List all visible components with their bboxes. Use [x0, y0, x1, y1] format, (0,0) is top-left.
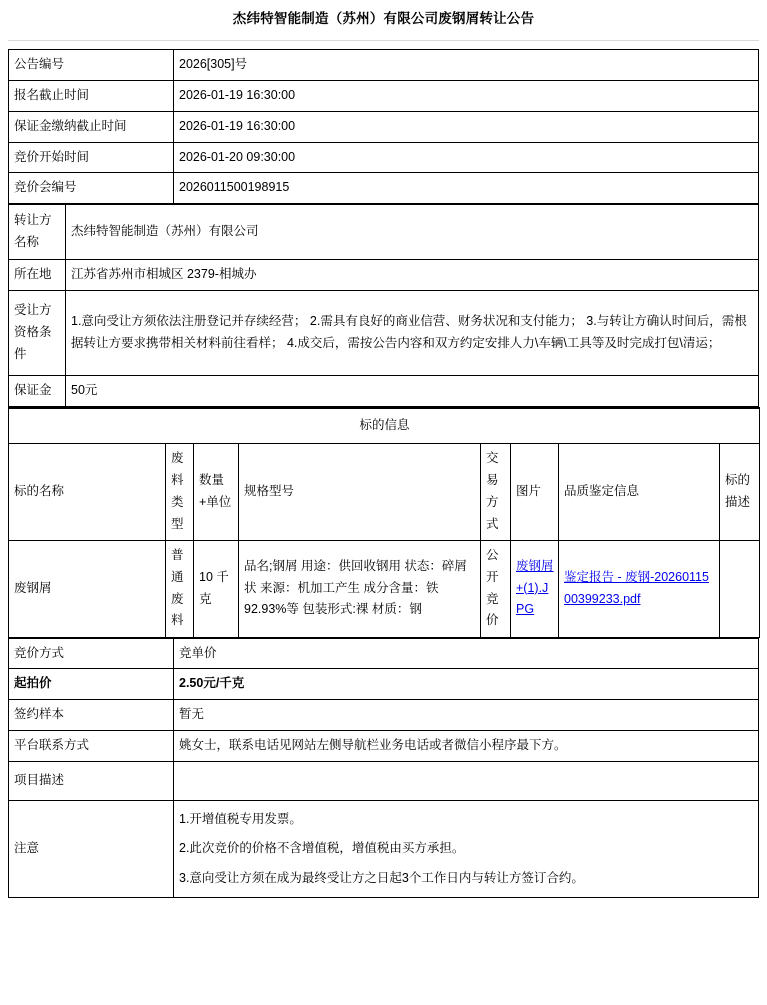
cell-trade-method: 公开竞价	[481, 540, 511, 637]
basic-info-table	[8, 49, 759, 204]
table-row	[9, 700, 759, 731]
bidding-value-2: 暂无	[174, 700, 759, 731]
basic-info-value-1: 2026-01-19 16:30:00	[174, 80, 759, 111]
table-row	[9, 49, 759, 80]
notice-line-1: 2.此次竞价的价格不含增值税，增值税由买方承担。	[179, 841, 465, 856]
table-row	[9, 260, 759, 291]
notice-line-2: 3.意向受让方须在成为最终受让方之日起3个工作日内与转让方签订合约。	[179, 870, 584, 885]
table-row	[9, 80, 759, 111]
cell-quantity-unit: 10 千克	[194, 540, 239, 637]
transferor-label-3: 保证金	[9, 376, 66, 407]
title-divider	[8, 40, 759, 41]
notice-content	[174, 801, 759, 898]
bidding-label-0: 竞价方式	[9, 638, 174, 669]
bidding-value-4	[174, 762, 759, 801]
cell-waste-type: 普通废料	[166, 540, 194, 637]
header-quality-report: 品质鉴定信息	[559, 444, 720, 541]
transferor-value-0: 杰纬特智能制造（苏州）有限公司	[66, 205, 759, 260]
table-row	[9, 762, 759, 801]
subject-band-row	[9, 408, 760, 444]
table-row	[9, 638, 759, 669]
cell-subject-name: 废钢屑	[9, 540, 166, 637]
transferor-info-table	[8, 204, 759, 407]
bidding-label-3: 平台联系方式	[9, 731, 174, 762]
table-row	[9, 142, 759, 173]
page-title: 杰纬特智能制造（苏州）有限公司废钢屑转让公告	[232, 11, 535, 26]
subject-header-row	[9, 444, 760, 541]
transferor-value-1: 江苏省苏州市相城区 2379-相城办	[66, 260, 759, 291]
basic-info-value-0: 2026[305]号	[174, 49, 759, 80]
header-trade-method: 交易方式	[481, 444, 511, 541]
cell-picture	[511, 540, 559, 637]
table-row	[9, 731, 759, 762]
basic-info-label-2: 保证金缴纳截止时间	[9, 111, 174, 142]
cell-description	[720, 540, 760, 637]
notice-row	[9, 801, 759, 898]
table-row	[9, 291, 759, 376]
table-row	[9, 205, 759, 260]
table-row	[9, 669, 759, 700]
transferor-label-0: 转让方名称	[9, 205, 66, 260]
picture-link[interactable]: 废钢屑+(1).JPG	[516, 558, 554, 617]
subject-info-table	[8, 407, 760, 638]
table-row	[9, 173, 759, 204]
bidding-label-4: 项目描述	[9, 762, 174, 801]
quality-report-link[interactable]: 鉴定报告 - 废钢-2026011500399233.pdf	[564, 569, 709, 606]
header-spec-model: 规格型号	[239, 444, 481, 541]
basic-info-label-1: 报名截止时间	[9, 80, 174, 111]
notice-line-0: 1.开增值税专用发票。	[179, 812, 302, 827]
transferor-label-2: 受让方资格条件	[9, 291, 66, 376]
header-picture: 图片	[511, 444, 559, 541]
transferor-value-2: 1.意向受让方须依法注册登记并存续经营； 2.需具有良好的商业信营、财务状况和支付能力； 3.与转让方确认时间后，需根据转让方要求携带相关材料前往看样； 4.成交后，需按公告内容和双方约定安排人力\车辆\工具等及时完成打包\清运；	[66, 291, 759, 376]
bidding-label-2: 签约样本	[9, 700, 174, 731]
bidding-value-1: 2.50元/千克	[174, 669, 759, 700]
cell-spec-model: 品名;钢屑 用途：供回收钢用 状态：碎屑状 来源：机加工产生 成分含量：铁92.93%等 包装形式:裸 材质：钢	[239, 540, 481, 637]
basic-info-value-4: 2026011500198915	[174, 173, 759, 204]
table-row	[9, 540, 760, 637]
bidding-value-3: 姚女士，联系电话见网站左侧导航栏业务电话或者微信小程序最下方。	[174, 731, 759, 762]
header-waste-type: 废料类型	[166, 444, 194, 541]
basic-info-value-3: 2026-01-20 09:30:00	[174, 142, 759, 173]
notice-label: 注意	[9, 801, 174, 898]
bidding-info-table	[8, 638, 759, 899]
basic-info-value-2: 2026-01-19 16:30:00	[174, 111, 759, 142]
header-description: 标的描述	[720, 444, 760, 541]
header-quantity-unit: 数量+单位	[194, 444, 239, 541]
bidding-label-1: 起拍价	[9, 669, 174, 700]
basic-info-label-4: 竞价会编号	[9, 173, 174, 204]
table-row	[9, 111, 759, 142]
transferor-value-3: 50元	[66, 376, 759, 407]
transferor-label-1: 所在地	[9, 260, 66, 291]
basic-info-label-3: 竞价开始时间	[9, 142, 174, 173]
basic-info-label-0: 公告编号	[9, 49, 174, 80]
table-row	[9, 376, 759, 407]
subject-band-title: 标的信息	[9, 408, 760, 444]
cell-quality-report	[559, 540, 720, 637]
header-subject-name: 标的名称	[9, 444, 166, 541]
bidding-value-0: 竞单价	[174, 638, 759, 669]
